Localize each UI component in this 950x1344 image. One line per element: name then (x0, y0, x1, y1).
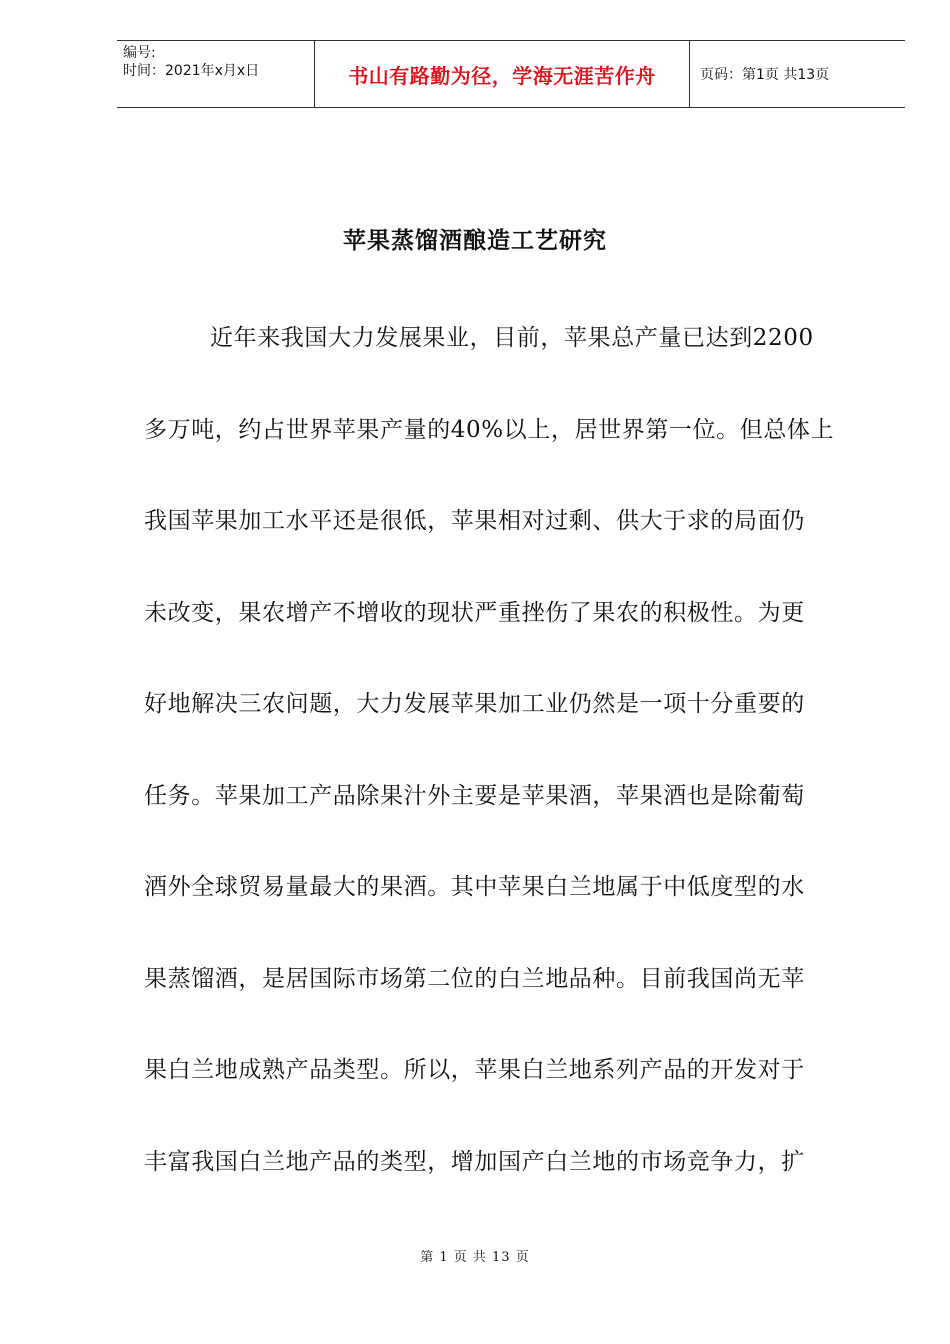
body-line: 未改变，果农增产不增收的现状严重挫伤了果农的积极性。为更 (144, 599, 805, 626)
header-motto: 书山有路勤为径，学海无涯苦作舟 (315, 41, 690, 107)
body-line: 果白兰地成熟产品类型。所以，苹果白兰地系列产品的开发对于 (144, 1057, 805, 1083)
body-line: 酒外全球贸易量最大的果酒。其中苹果白兰地属于中低度型的水 (144, 874, 805, 900)
header-meta (117, 41, 315, 107)
body-line: 任务。苹果加工产品除果汁外主要是苹果酒，苹果酒也是除葡萄 (144, 782, 805, 809)
body-line: 近年来我国大力发展果业，目前，苹果总产量已达到2200 (210, 325, 814, 351)
page-footer: 第 1 页 共 13 页 (420, 1250, 530, 1265)
body-line: 好地解决三农问题，大力发展苹果加工业仍然是一项十分重要的 (144, 691, 805, 717)
body-line: 多万吨，约占世界苹果产量的40%以上，居世界第一位。但总体上 (144, 416, 835, 443)
body-line: 果蒸馏酒，是居国际市场第二位的白兰地品种。目前我国尚无苹 (144, 965, 805, 992)
document-number-label: 编号: (123, 45, 156, 61)
document-body (144, 316, 864, 1231)
body-line: 丰富我国白兰地产品的类型，增加国产白兰地的市场竞争力，扩 (144, 1148, 805, 1175)
document-time-label: 时间：2021年x月x日 (123, 63, 260, 79)
page-header (117, 40, 905, 108)
document-title: 苹果蒸馏酒酿造工艺研究 (343, 227, 607, 254)
body-line: 我国苹果加工水平还是很低，苹果相对过剩、供大于求的局面仍 (144, 508, 805, 534)
header-page-info: 页码：第1页 共13页 (700, 67, 830, 83)
